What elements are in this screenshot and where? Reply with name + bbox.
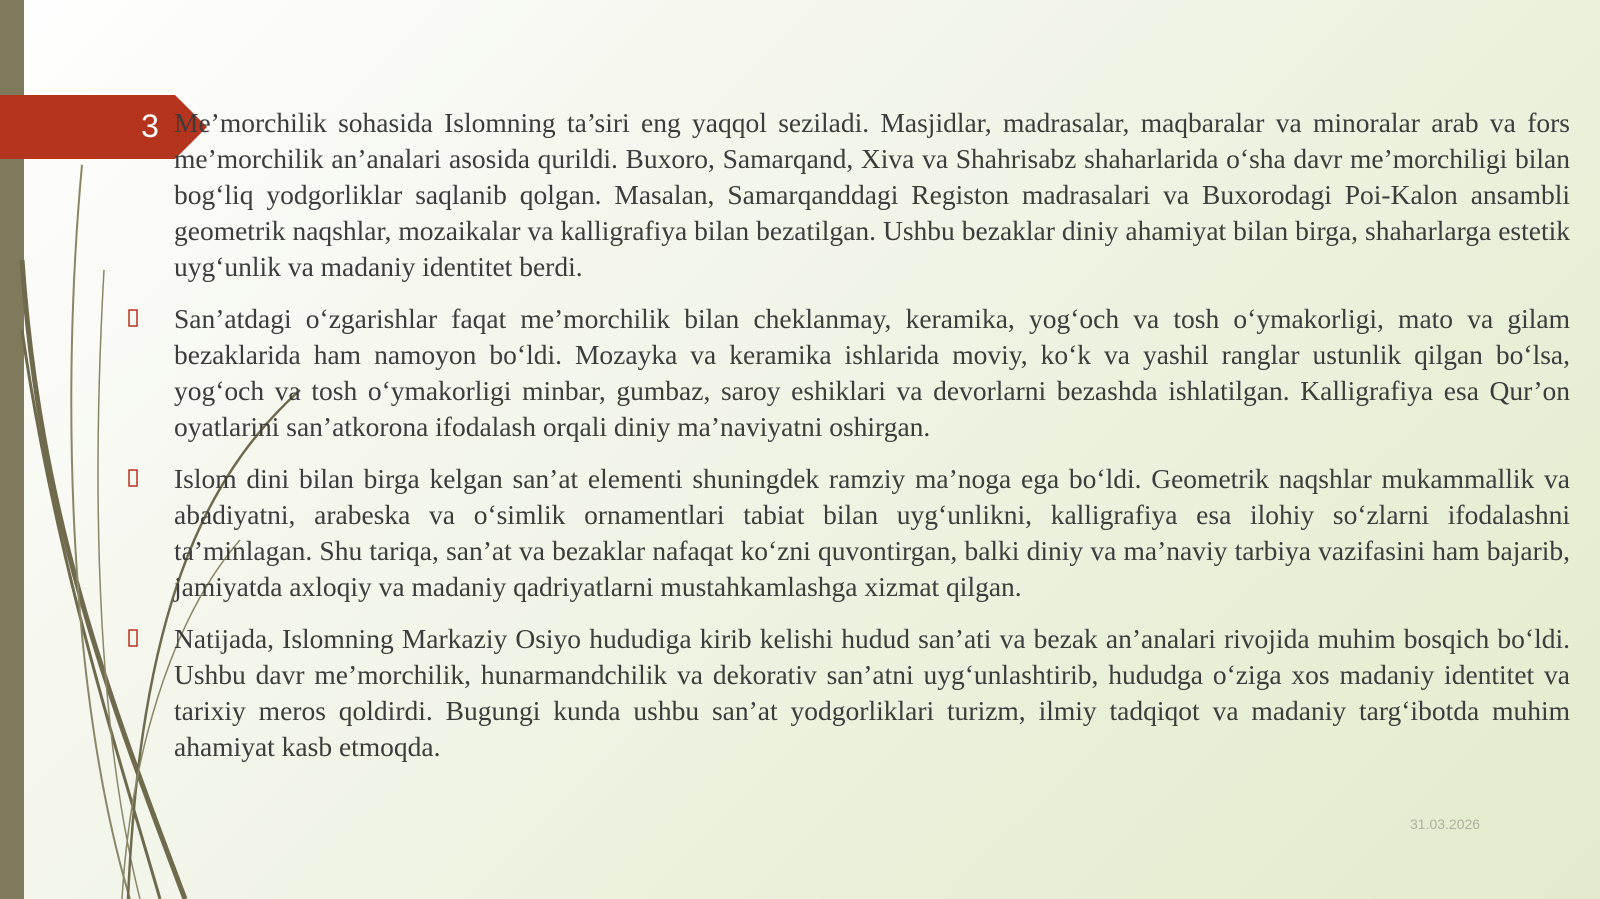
box-bullet-icon — [128, 301, 140, 337]
content-body — [126, 105, 1570, 781]
slide-number: 3 — [141, 108, 159, 144]
paragraph-3-text: Islom dini bilan birga kelgan san’at elementi shuningdek ramziy ma’noga ega bo‘ldi. Geometrik naqshlar mukammallik va abadiyatni, arabeska va o‘simlik ornamentlari tabiat bilan uyg‘unlikni, kalligrafiya esa ilohiy so‘zlarni ifodalashni ta’minlagan. Shu tariqa, san’at va bezaklar nafaqat ko‘zni quvontirgan, balki diniy va ma’naviy tarbiya vazifasini ham bajarib, jamiyatda axloqiy va madaniy qadriyatlarni mustahkamlashga xizmat qilgan. — [174, 463, 1570, 602]
paragraph-4 — [126, 621, 1570, 765]
paragraph-1-text: Me’morchilik sohasida Islomning ta’siri eng yaqqol seziladi. Masjidlar, madrasalar, maqbaralar va minoralar arab va fors me’morchilik an’analari asosida qurildi. Buxoro, Samarqand, Xiva va Shahrisabz shaharlarida o‘sha davr me’morchiligi bilan bog‘liq yodgorliklar saqlanib qolgan. Masalan, Samarqanddagi Registon madrasalari va Buxorodagi Poi-Kalon ansambli geometrik naqshlar, mozaikalar va kalligrafiya bilan bezatilgan. Ushbu bezaklar diniy ahamiyat bilan birga, shaharlarga estetik uyg‘unlik va madaniy identitet berdi. — [174, 107, 1570, 282]
paragraph-2 — [126, 301, 1570, 445]
paragraph-3 — [126, 461, 1570, 605]
paragraph-4-text: Natijada, Islomning Markaziy Osiyo hududiga kirib kelishi hudud san’ati va bezak an’analari rivojida muhim bosqich bo‘ldi. Ushbu davr me’morchilik, hunarmandchilik va dekorativ san’atni uyg‘unlashtirib, hududga o‘ziga xos madaniy identitet va tarixiy meros qoldirdi. Bugungi kunda ushbu san’at yodgorliklari turizm, ilmiy tadqiqot va madaniy targ‘ibotda muhim ahamiyat kasb etmoqda. — [174, 623, 1570, 762]
box-bullet-icon — [128, 621, 140, 657]
slide-date: 31.03.2026 — [1410, 816, 1481, 832]
paragraph-1 — [126, 105, 1570, 285]
paragraph-2-text: San’atdagi o‘zgarishlar faqat me’morchilik bilan cheklanmay, keramika, yog‘och va tosh o‘ymakorligi, mato va gilam bezaklarida ham namoyon bo‘ldi. Mozayka va keramika ishlarida moviy, ko‘k va yashil ranglar ustunlik qilgan bo‘lsa, yog‘och va tosh o‘ymakorligi minbar, gumbaz, saroy eshiklari va devorlarni bezashda ishlatilgan. Kalligrafiya esa Qur’on oyatlarini san’atkorona ifodalash orqali diniy ma’naviyatni oshirgan. — [174, 303, 1570, 442]
box-bullet-icon — [128, 461, 140, 497]
